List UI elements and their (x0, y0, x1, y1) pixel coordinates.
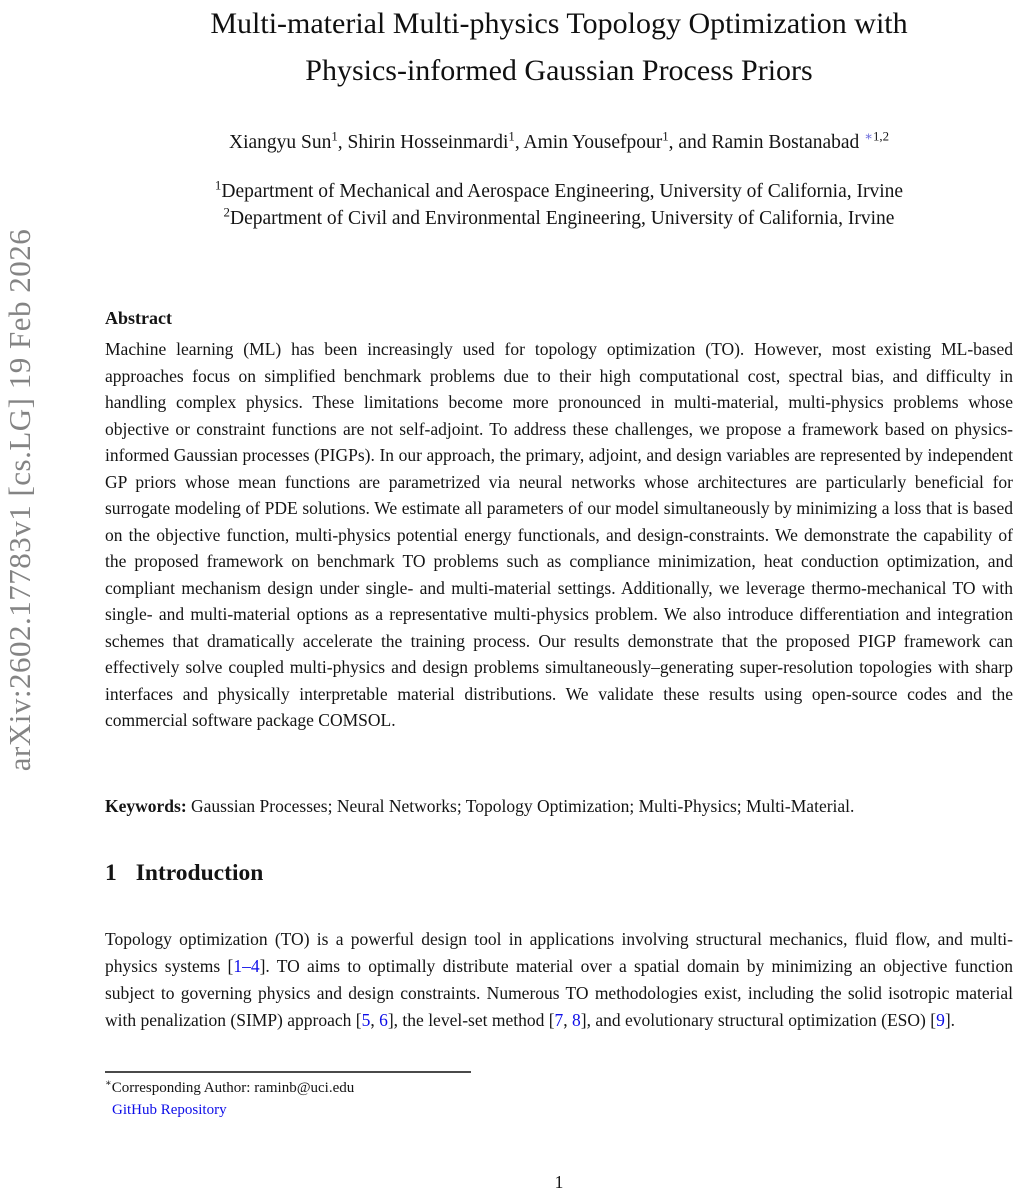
abstract-heading: Abstract (105, 308, 172, 328)
citation-link[interactable]: 7 (554, 1010, 564, 1030)
author-affil-mark: 1 (508, 129, 515, 144)
paragraph-text: ]. (944, 1010, 956, 1030)
citation-link[interactable]: 8 (572, 1010, 581, 1030)
paper-title-line2: Physics-informed Gaussian Process Priors (305, 54, 813, 87)
paper-title-line1: Multi-material Multi-physics Topology Optimization with (210, 7, 908, 40)
paragraph-text: , (563, 1010, 573, 1030)
section-title: Introduction (135, 860, 264, 886)
paragraph-text: Topology optimization (TO) is a powerful design tool in applications involving structural mechanics, fluid flow, and multi-physics systems [ (105, 929, 1013, 976)
page-number: 1 (554, 1172, 564, 1192)
affil-mark: 1 (214, 178, 222, 193)
paragraph-text: ], and evolutionary structural optimization (ESO) [ (580, 1010, 937, 1030)
citation-link[interactable]: 5 (361, 1010, 371, 1030)
paragraph-text: , (370, 1010, 380, 1030)
section-heading-introduction (105, 860, 1013, 887)
affiliations (105, 178, 1013, 232)
keywords-text: Gaussian Processes; Neural Networks; Topology Optimization; Multi-Physics; Multi-Material. (186, 796, 855, 816)
corresponding-author-star: ∗1,2 (864, 129, 890, 144)
author-affil-mark: 1 (662, 129, 669, 144)
footnote-marker: ∗ (105, 1078, 112, 1089)
github-repository-link[interactable]: GitHub Repository (112, 1102, 227, 1118)
author-affil-mark: 1 (331, 129, 338, 144)
keywords-label: Keywords: (105, 796, 187, 816)
intro-paragraph (105, 926, 1013, 1034)
citation-link[interactable]: 9 (936, 1010, 945, 1030)
affil-mark: 2 (223, 205, 230, 220)
author-name: Shirin Hosseinmardi$^1$, (347, 129, 524, 153)
paragraph-text: ], the level-set method [ (387, 1010, 555, 1030)
author-line (105, 130, 1013, 156)
author-name: Amin Yousefpour$^1$, and (523, 129, 712, 153)
paper-title (105, 0, 1013, 94)
citation-link[interactable]: 6 (379, 1010, 388, 1030)
footnote-corresponding-author: ∗Corresponding Author: raminb@uci.edu (105, 1078, 355, 1096)
keywords-line (105, 793, 1013, 820)
abstract-text: Machine learning (ML) has been increasingly used for topology optimization (TO). However, most existing ML-based approaches focus on simplified benchmark problems due to their high computational cost, spectral bias, and difficulty in handling complex physics. These limitations become more pronounced in multi-material, multi-physics problems whose objective or constraint functions are not self-adjoint. To address these challenges, we propose a framework based on physics-informed Gaussian processes (PIGPs). In our approach, the primary, adjoint, and design variables are represented by independent GP priors whose mean functions are parametrized via neural networks whose architectures are particularly beneficial for surrogate modeling of PDE solutions. We estimate all parameters of our model simultaneously by minimizing a loss that is based on the objective function, multi-physics potential energy functionals, and design-constraints. We demonstrate the capability of the proposed framework on benchmark TO problems such as compliance minimization, heat conduction optimization, and compliant mechanism design under single- and multi-material settings. Additionally, we leverage thermo-mechanical TO with single- and multi-material options as a representative multi-physics problem. We also introduce differentiation and integration schemes that dramatically accelerate the training process. Our results demonstrate that the proposed PIGP framework can effectively solve coupled multi-physics and design problems simultaneously–generating super-resolution topologies with sharp interfaces and physically interpretable material distributions. We validate these results using open-source codes and the commercial software package COMSOL. (105, 339, 1013, 730)
author-name: Xiangyu Sun$^1$, (228, 129, 348, 153)
paragraph-text: ]. TO aims to optimally distribute material over a spatial domain by minimizing an objective function subject to governing physics and design constraints. Numerous TO methodologies exist, including the solid isotropic material with penalization (SIMP) approach [ (105, 956, 1013, 1030)
author-name: Ramin Bostanabad $^{∗1,2}$ (711, 129, 890, 153)
arxiv-watermark: arXiv:2602.17783v1 [cs.LG] 19 Feb 2026 (2, 228, 37, 772)
affiliation-line: $^1$Department of Mechanical and Aerospace Engineering, University of California, Irvine (214, 178, 904, 202)
citation-link[interactable]: 1–4 (233, 956, 260, 976)
footnote-rule (105, 1071, 471, 1073)
affiliation-line: $^2$Department of Civil and Environmental Engineering, University of California, Irvine (223, 205, 895, 229)
footnote (105, 1077, 1013, 1121)
section-number: 1 (105, 860, 117, 886)
